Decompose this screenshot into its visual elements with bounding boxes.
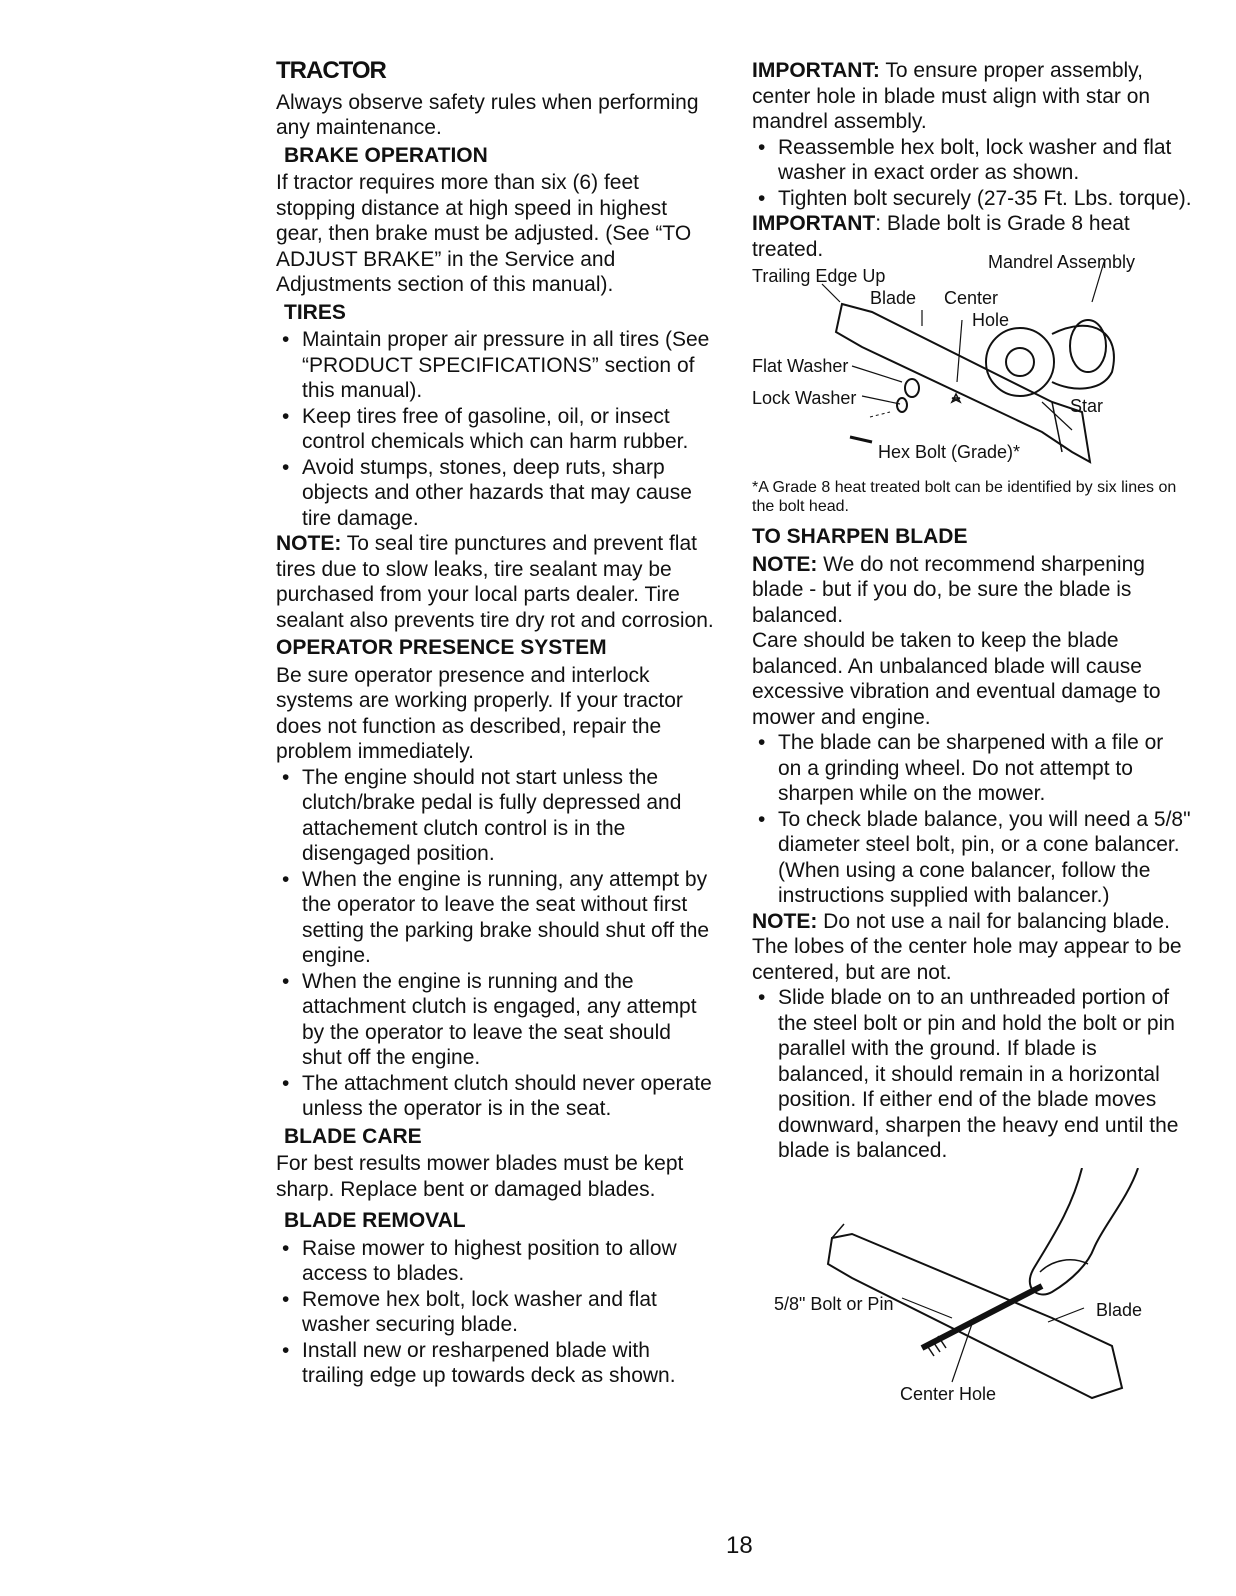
label-blade: Blade [870,288,917,308]
note-label: NOTE: [752,909,818,933]
list-item: • Raise mower to highest position to allow access to blades. [276,1236,716,1287]
label-hex-bolt: Hex Bolt (Grade)* [878,442,1021,462]
important-text: To ensure proper assembly, center hole in blade must align with star on mandrel assembly. [752,59,1151,133]
label-center: Center [944,288,999,308]
list-item: • Keep tires free of gasoline, oil, or insect control chemicals which can harm rubber. [276,404,716,455]
intro-text: Always observe safety rules when performing any maintenance. [276,90,699,139]
right-column [752,58,1192,1418]
list-item: • Reassemble hex bolt, lock washer and flat washer in exact order as shown. [752,135,1192,186]
list-item: • Avoid stumps, stones, deep ruts, sharp objects and other hazards that may cause tire damage. [276,455,716,532]
balance-list [752,985,1192,1164]
section-title: TRACTOR [276,57,386,84]
list-item: • To check blade balance, you will need a 5/8" diameter steel bolt, pin, or a cone balancer. (When using a cone balancer, follow the instructions supplied with balancer.) [752,807,1192,909]
note-text: We do not recommend sharpening blade - but if you do, be sure the blade is balanced. [752,552,1145,627]
label-blade: Blade [1096,1299,1143,1320]
sharpen-note [752,552,1192,629]
care-text: Care should be taken to keep the blade balanced. An unbalanced blade will cause excessive vibration and eventual damage to mower and engine. [752,629,1161,729]
blade-assembly-figure [752,252,1172,476]
note-label: NOTE: [752,552,818,576]
important-label: IMPORTANT [752,212,876,235]
label-flat-washer: Flat Washer [752,356,849,376]
tires-heading: TIRES [284,300,346,324]
sharpen-heading: TO SHARPEN BLADE [752,525,968,548]
list-item: • The attachment clutch should never operate unless the operator is in the seat. [276,1071,716,1122]
ops-list [276,765,716,1122]
note-text: To seal tire punctures and prevent flat tires due to slow leaks, tire sealant may be purchased from your local parts dealer. Tire sealant also prevents tire dry rot and corrosion. [276,532,714,632]
figure-footnote: *A Grade 8 heat treated bolt can be identified by six lines on the bolt head. [752,479,1177,515]
important-label: IMPORTANT: [752,59,880,82]
note-label: NOTE: [276,532,342,555]
tire-note [276,531,716,633]
label-hole: Hole [972,310,1010,330]
brake-text: If tractor requires more than six (6) feet stopping distance at high speed in highest gear, then brake must be adjusted. (See “TO ADJUST BRAKE” in the Service and Adjustments section of this manual). [276,171,692,296]
balance-figure [752,1168,1172,1418]
list-item: • Remove hex bolt, lock washer and flat washer securing blade. [276,1287,716,1338]
list-item: • Install new or resharpened blade with trailing edge up towards deck as shown. [276,1338,716,1389]
brake-heading: BRAKE OPERATION [284,143,488,167]
label-star: Star [1070,396,1104,416]
ops-text: Be sure operator presence and interlock systems are working properly. If your tractor does not function as described, repair the problem immediately. [276,663,683,763]
list-item: • Tighten bolt securely (27-35 Ft. Lbs. torque). [752,186,1192,212]
label-center-hole: Center Hole [900,1383,997,1404]
list-item: • When the engine is running, any attempt by the operator to leave the seat without first setting the parking brake should shut off the engine. [276,867,716,969]
blade-removal-heading: BLADE REMOVAL [284,1209,466,1232]
list-item: • The engine should not start unless the clutch/brake pedal is fully depressed and attachement clutch control is in the disengaged position. [276,765,716,867]
balance-note [752,909,1192,986]
blade-care-text: For best results mower blades must be kept sharp. Replace bent or damaged blades. [276,1152,684,1201]
label-lock-washer: Lock Washer [752,388,857,408]
list-item: • The blade can be sharpened with a file or on a grinding wheel. Do not attempt to sharpen while on the mower. [752,730,1192,807]
label-trailing-edge: Trailing Edge Up [752,266,886,286]
important-text: : Blade bolt is Grade 8 heat treated. [752,212,1130,261]
left-column [276,58,716,1389]
list-item: • Slide blade on to an unthreaded portion of the steel bolt or pin and hold the bolt or pin parallel with the ground. If blade is balanced, it should remain in a horizontal position. If either end of the blade moves downward, sharpen the heavy end until the blade is balanced. [752,985,1192,1164]
removal-list [276,1236,716,1389]
important-note-1 [752,58,1192,135]
tires-list [276,327,716,531]
label-mandrel: Mandrel Assembly [988,252,1136,272]
sharpen-list [752,730,1192,909]
list-item: • When the engine is running and the attachment clutch is engaged, any attempt by the operator to leave the seat should shut off the engine. [276,969,716,1071]
note-text: Do not use a nail for balancing blade. The lobes of the center hole may appear to be centered, but are not. [752,909,1182,984]
ops-heading: OPERATOR PRESENCE SYSTEM [276,636,607,659]
blade-care-heading: BLADE CARE [284,1124,422,1148]
assembly-list [752,135,1192,212]
page-number: 18 [726,1532,753,1559]
label-bolt-or-pin: 5/8" Bolt or Pin [774,1293,894,1314]
list-item: • Maintain proper air pressure in all tires (See “PRODUCT SPECIFICATIONS” section of this manual). [276,327,716,404]
